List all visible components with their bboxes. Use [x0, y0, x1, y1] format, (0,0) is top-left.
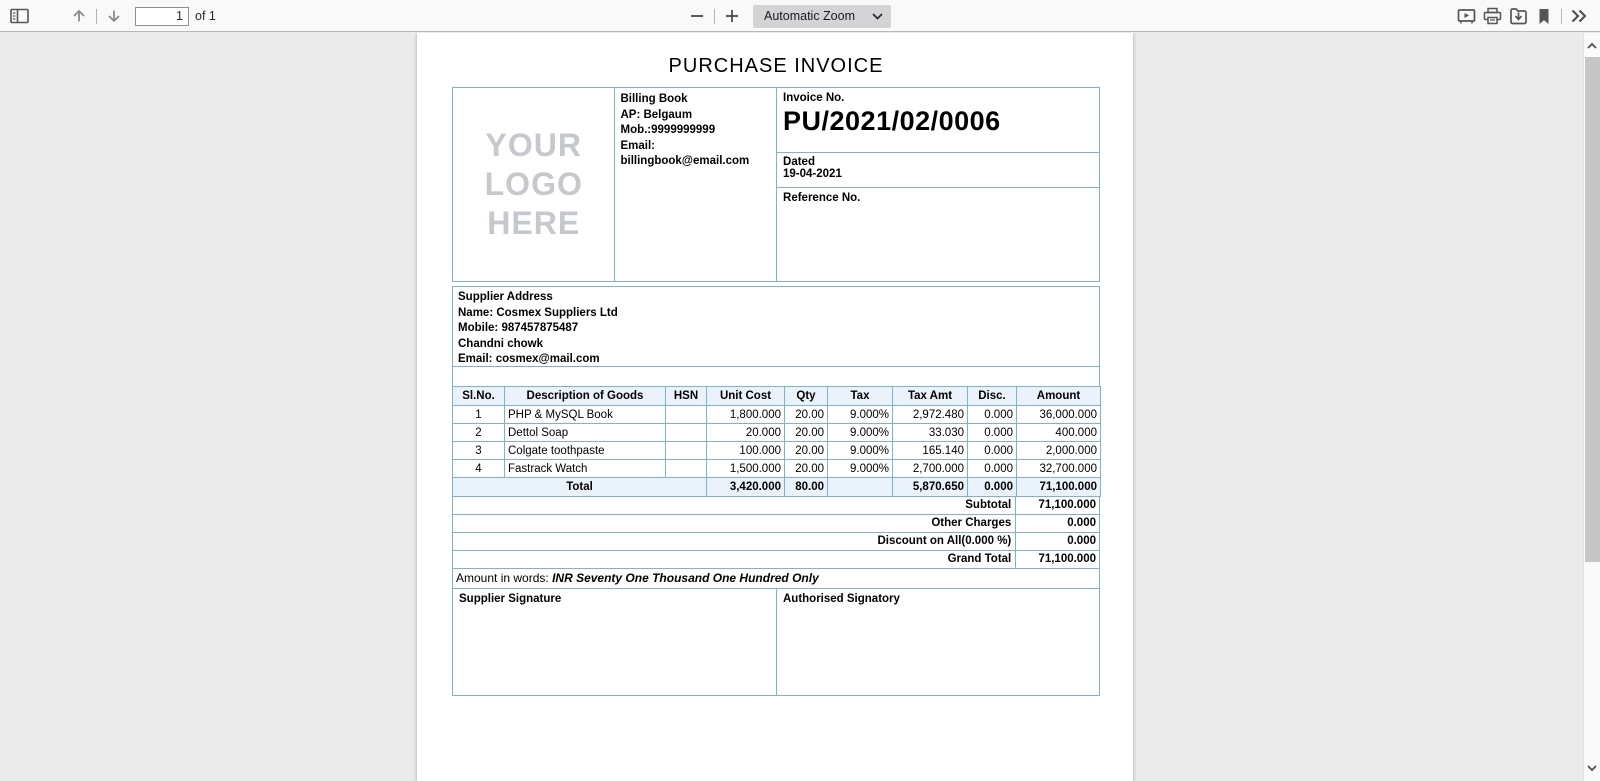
invoice-meta: [776, 88, 1099, 281]
toolbar-center-group: [684, 0, 891, 32]
vertical-scrollbar[interactable]: [1583, 33, 1600, 781]
invoice-header-box: [452, 87, 1100, 282]
cell-disc: 0.000: [968, 424, 1017, 442]
cell-description: PHP & MySQL Book: [505, 406, 666, 424]
invoice-number-value: PU/2021/02/0006: [783, 106, 1001, 136]
dated-section: [777, 153, 1099, 188]
billing-details: [614, 88, 776, 281]
summary-row-grand-total: [452, 551, 1100, 569]
total-qty: 80.00: [785, 478, 828, 497]
cell-disc: 0.000: [968, 442, 1017, 460]
save-icon[interactable]: [1505, 3, 1531, 29]
summary-value: 71,100.000: [1015, 551, 1099, 568]
invoice-title: PURCHASE INVOICE: [668, 55, 884, 77]
table-row: [453, 442, 1101, 460]
next-page-icon[interactable]: [101, 3, 127, 29]
scroll-down-icon[interactable]: [1584, 757, 1600, 779]
cell-amount: 32,700.000: [1017, 460, 1101, 478]
reference-section: [777, 188, 1099, 281]
supplier-name: Name: Cosmex Suppliers Ltd: [458, 306, 618, 319]
billing-line: billingbook@email.com: [620, 155, 750, 167]
scrollbar-thumb[interactable]: [1585, 57, 1600, 562]
amount-in-words-label: Amount in words:: [456, 571, 549, 585]
summary-label: Subtotal: [965, 499, 1012, 511]
supplier-address-box: [452, 286, 1100, 367]
col-header-tax-amt: Tax Amt: [893, 387, 968, 406]
summary-value: 0.000: [1015, 515, 1099, 532]
supplier-email: Email: cosmex@mail.com: [458, 353, 600, 366]
summary-label: Discount on All(0.000 %): [877, 535, 1012, 547]
empty-spacer-row: [452, 367, 1100, 386]
logo-line: YOUR: [485, 126, 582, 163]
col-header-hsn: HSN: [666, 387, 707, 406]
cell-disc: 0.000: [968, 406, 1017, 424]
authorised-signatory-cell: [776, 589, 1099, 695]
supplier-signature-cell: [453, 589, 776, 695]
toolbar-left-group: [6, 0, 216, 32]
zoom-in-icon[interactable]: [719, 3, 745, 29]
authorised-signatory-label: Authorised Signatory: [783, 593, 900, 605]
cell-unit-cost: 20.000: [707, 424, 785, 442]
reference-label: Reference No.: [783, 192, 861, 204]
cell-amount: 36,000.000: [1017, 406, 1101, 424]
total-tax-amt: 5,870.650: [893, 478, 968, 497]
summary-value: 71,100.000: [1015, 497, 1099, 514]
cell-slno: 4: [453, 460, 505, 478]
cell-amount: 400.000: [1017, 424, 1101, 442]
sidebar-toggle-icon[interactable]: [6, 3, 32, 29]
pdf-toolbar: [0, 0, 1600, 32]
cell-hsn: [666, 460, 707, 478]
zoom-out-icon[interactable]: [684, 3, 710, 29]
cell-tax-amt: 2,972.480: [893, 406, 968, 424]
amount-in-words-value: INR Seventy One Thousand One Hundred Only: [552, 571, 819, 585]
bookmark-icon[interactable]: [1531, 3, 1557, 29]
total-unit-cost: 3,420.000: [707, 478, 785, 497]
cell-qty: 20.00: [785, 460, 828, 478]
cell-slno: 3: [453, 442, 505, 460]
cell-qty: 20.00: [785, 442, 828, 460]
table-row: [453, 406, 1101, 424]
more-tools-icon[interactable]: [1566, 3, 1592, 29]
col-header-tax: Tax: [828, 387, 893, 406]
scroll-up-icon[interactable]: [1584, 35, 1600, 57]
cell-tax: 9.000%: [828, 460, 893, 478]
pdf-content-area: [0, 33, 1583, 781]
table-row: [453, 424, 1101, 442]
toolbar-divider: [714, 9, 715, 24]
cell-tax: 9.000%: [828, 442, 893, 460]
summary-label: Other Charges: [931, 517, 1012, 529]
supplier-mobile: Mobile: 987457875487: [458, 322, 579, 335]
cell-slno: 2: [453, 424, 505, 442]
col-header-unit-cost: Unit Cost: [707, 387, 785, 406]
col-header-amount: Amount: [1017, 387, 1101, 406]
col-header-description: Description of Goods: [505, 387, 666, 406]
cell-tax: 9.000%: [828, 424, 893, 442]
cell-unit-cost: 100.000: [707, 442, 785, 460]
summary-row-other-charges: [452, 515, 1100, 533]
page-number-input[interactable]: [135, 7, 189, 26]
invoice-number-section: [777, 88, 1099, 153]
cell-disc: 0.000: [968, 460, 1017, 478]
billing-line: AP: Belgaum: [620, 108, 693, 121]
cell-amount: 2,000.000: [1017, 442, 1101, 460]
col-header-slno: Sl.No.: [453, 387, 505, 406]
supplier-street: Chandni chowk: [458, 337, 543, 350]
invoice-document: [452, 55, 1100, 696]
page-count-label: of 1: [195, 9, 216, 23]
cell-hsn: [666, 442, 707, 460]
summary-label: Grand Total: [947, 553, 1012, 565]
dated-value: 19-04-2021: [783, 168, 842, 180]
cell-hsn: [666, 406, 707, 424]
logo-line: LOGO: [484, 165, 583, 202]
supplier-heading: Supplier Address: [458, 291, 553, 303]
cell-tax: 9.000%: [828, 406, 893, 424]
zoom-level-dropdown[interactable]: [753, 5, 891, 28]
logo-placeholder: [453, 88, 614, 281]
table-row: [453, 460, 1101, 478]
total-row: [453, 478, 1101, 497]
items-header-row: [453, 387, 1101, 406]
presentation-mode-icon[interactable]: [1453, 3, 1479, 29]
total-label: Total: [453, 478, 707, 497]
items-table: [452, 386, 1101, 497]
cell-unit-cost: 1,500.000: [707, 460, 785, 478]
summary-row-discount: [452, 533, 1100, 551]
invoice-number-label: Invoice No.: [783, 92, 845, 104]
supplier-signature-label: Supplier Signature: [459, 593, 562, 605]
print-icon[interactable]: [1479, 3, 1505, 29]
zoom-level-value: Automatic Zoom: [764, 9, 856, 23]
cell-slno: 1: [453, 406, 505, 424]
pdf-page: [417, 33, 1133, 781]
amount-in-words-row: [452, 569, 1100, 588]
cell-tax-amt: 2,700.000: [893, 460, 968, 478]
total-tax: [828, 478, 893, 497]
summary-row-subtotal: [452, 497, 1100, 515]
cell-qty: 20.00: [785, 406, 828, 424]
total-disc: 0.000: [968, 478, 1017, 497]
summary-value: 0.000: [1015, 533, 1099, 550]
total-amount: 71,100.000: [1017, 478, 1101, 497]
cell-description: Dettol Soap: [505, 424, 666, 442]
billing-name: Billing Book: [620, 93, 688, 105]
previous-page-icon[interactable]: [66, 3, 92, 29]
cell-tax-amt: 165.140: [893, 442, 968, 460]
cell-hsn: [666, 424, 707, 442]
signature-box: [452, 588, 1100, 696]
toolbar-divider: [1561, 9, 1562, 24]
dated-label: Dated: [783, 156, 815, 168]
cell-description: Fastrack Watch: [505, 460, 666, 478]
chevron-down-icon: [872, 13, 883, 20]
col-header-disc: Disc.: [968, 387, 1017, 406]
cell-qty: 20.00: [785, 424, 828, 442]
billing-line: Email:: [620, 139, 655, 152]
col-header-qty: Qty: [785, 387, 828, 406]
toolbar-divider: [96, 9, 97, 24]
logo-line: HERE: [487, 205, 581, 242]
cell-unit-cost: 1,800.000: [707, 406, 785, 424]
cell-tax-amt: 33.030: [893, 424, 968, 442]
cell-description: Colgate toothpaste: [505, 442, 666, 460]
toolbar-right-group: [1453, 0, 1592, 32]
billing-line: Mob.:9999999999: [620, 124, 716, 136]
